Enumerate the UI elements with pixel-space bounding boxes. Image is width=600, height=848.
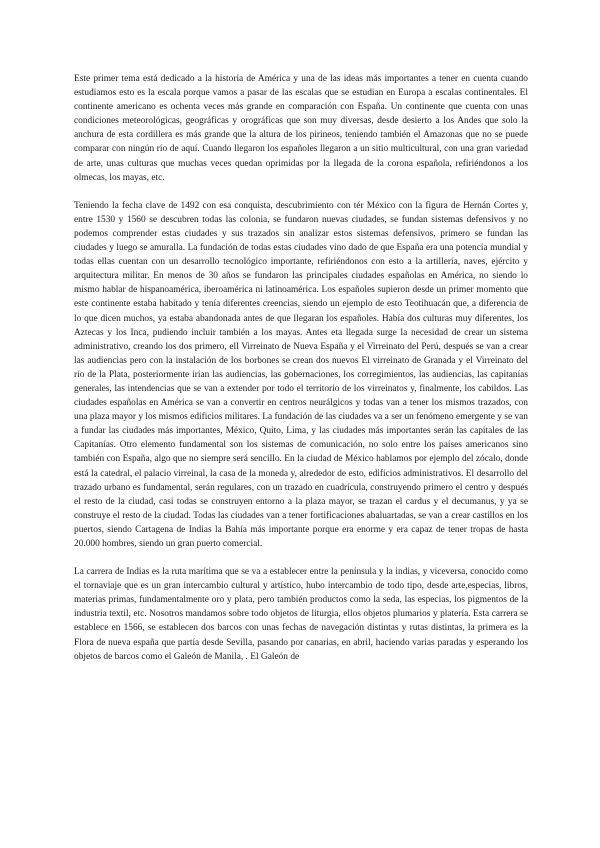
paragraph-carrera-indias: La carrera de Indias es la ruta marítima que se va a establecer entre la península y la indias, y viceversa, conocido como el tornaviaje que es un gran intercambio cultural y artístico, hubo intercambio de todo tipo, desde arte,especias, libros, materias primas, fundamentalmente oro y plata, pero también productos como la seda, las especias, los pigmentos de la industria textil, etc. Nosotros mandamos sobre todo objetos de liturgia, ellos objetos plumarios y platería. Esta carrera se establece en 1566, se establecen dos barcos con unas fechas de navegación distintas y rutas distintas, la primera es la Flora de nueva españa que partía desde Sevilla, pasando por canarias, en abril, haciendo varias paradas y esperando los objetos de barcos como el Galeón de Manila, . El Galeón de [74,567,528,662]
paragraph-intro: Este primer tema está dedicado a la historia de América y una de las ideas más importantes a tener en cuenta cuando estudiamos esto es la escala porque vamos a pasar de las escalas que se estudian en Europa a escalas continentales. El continente americano es ochenta veces más grande en comparación con España. Un continente que cuenta con unas condiciones meteorológicas, geográficas y orográficas que son muy diversas, desde desierto a los Andes que solo la anchura de esta cordillera es más grande que la altura de los pirineos, teniendo también el Amazonas que no se puede comparar con ningún río de aquí. Cuando llegaron los españoles llegaron a un sitio multicultural, con una gran variedad de arte, unas culturas que muchas veces quedan oprimidas por la llegada de la corona española, refiriéndonos a los olmecas, los mayas, etc. [74,74,528,183]
document-page [74,72,528,678]
paragraph-cities: Teniendo la fecha clave de 1492 con esa conquista, descubrimiento con tér México con la figura de Hernán Cortes y, entre 1530 y 1560 se descubren todas las colonia, se fundaron nuevas ciudades, se fundan sistemas defensivos y no podemos comprender estas ciudades y sus trazados sin analizar estos sistemas defensivos, primero se fundan las ciudades y luego se amuralla. La fundación de todas estas ciudades vino dado de que España era una potencia mundial y todas ellas cuentan con un desarrollo tecnológico importante, refiriéndonos con esto a la artillería, naves, ejército y arquitectura militar. En menos de 30 años se fundaron las principales ciudades españolas en América, no siendo lo mismo hablar de hispanoamérica, iberoamérica ni latinoamérica. Los españoles supieron desde un primer momento que este continente estaba habitado y tenía diferentes creencias, siendo un ejemplo de esto Teotihuacán que, a diferencia de lo que dicen muchos, ya estaba abandonada antes de que llegaran los españoles. Había dos culturas muy diferentes, los Aztecas y los Inca, pudiendo incluir también a los mayas. Antes eta llegada surge la necesidad de crear un sistema administrativo, creando los dos primero, ell Virreinato de Nueva España y el Virreinato del Perú, después se van a crear las audiencias pero con la instalación de los borbones se crean dos nuevos El virreinato de Granada y el Virreinato del río de la Plata, posteriormente irían las audiencias, las gobernaciones, los corregimientos, las audiencias, las capitanías generales, las intendencias que se van a extender por todo el territorio de los virreinatos y, finalmente, los cabildos. Las ciudades españolas en América se van a convertir en centros neurálgicos y todas van a tener los mismos trazados, con una plaza mayor y los mismos edificios militares. La fundación de las ciudades va a ser un fenómeno emergente y se van a fundar las ciudades más importantes, México, Quito, Lima, y las ciudades más importantes serán las capitales de las Capitanías. Otro elemento fundamental son los sistemas de comunicación, no solo entre los países americanos sino también con España, algo que no siempre será sencillo. En la ciudad de México hablamos por ejemplo del zócalo, donde está la catedral, el palacio virreinal, la casa de la moneda y, alrededor de esto, edificios administrativos. El desarrollo del trazado urbano es fundamental, serán regulares, con un trazado en cuadrícula, construyendo primero el centro y después el resto de la ciudad, casi todas se construyen entorno a la plaza mayor, se trazan el cardus y el decumanus, y ya se construye el resto de la ciudad. Todas las ciudades van a tener fortificaciones abaluartadas, se van a crear castillos en los puertos, siendo Cartagena de Indias la Bahía más importante porque era enorme y era capaz de tener tropas de hasta 20.000 hombres, siendo un gran puerto comercial. [74,200,528,549]
